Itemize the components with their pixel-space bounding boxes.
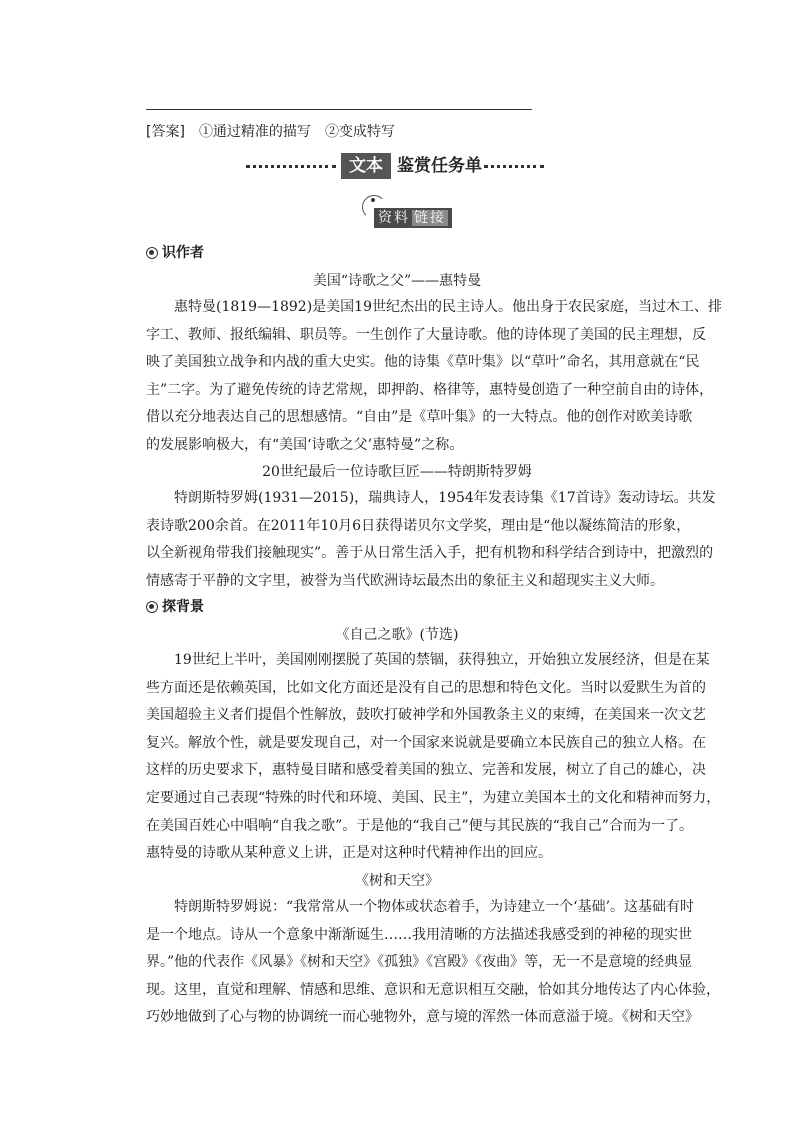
section-bullet-icon — [146, 247, 158, 259]
text-line: 情感寄于平静的文字里，被誉为当代欧洲诗坛最杰出的象征主义和超现实主义大师。 — [146, 572, 664, 589]
text-line: 巧妙地做到了心与物的协调统一而心驰物外，意与境的浑然一体而意溢于境。《树和天空》 — [146, 1009, 699, 1026]
text-line: 这样的历史要求下，惠特曼目睹和感受着美国的独立、完善和发展，树立了自己的雄心，决 — [146, 762, 706, 779]
text-line: 复兴。解放个性，就是要发现自己，对一个国家来说就是要确立本民族自己的独立人格。在 — [146, 734, 706, 751]
section-bullet-icon — [146, 601, 158, 613]
answer-item-1: ①通过精准的描写 — [198, 124, 311, 140]
text-line: 定要通过自己表现“特殊的时代和环境、美国、民主”，为建立美国本土的文化和精神而努力， — [146, 790, 721, 806]
answer-tag: [答案] — [146, 124, 185, 140]
section-banner — [246, 153, 546, 179]
answer-item-2: ②变成特写 — [324, 124, 395, 140]
text-line: 界。”他的代表作《风暴》《树和天空》《孤独》《宫殿》《夜曲》等，无一不是意境的经典显 — [146, 954, 693, 971]
text-line: 些方面还是依赖英国，比如文化方面还是没有自己的思想和特色文化。当时以爱默生为首的 — [146, 679, 706, 696]
text-line: 映了美国独立战争和内战的重大史实。他的诗集《草叶集》以“草叶”命名，其用意就在“民 — [146, 354, 700, 371]
title-tree: 《树和天空》 — [355, 873, 439, 889]
text-line: 以全新视角带我们接触现实”。善于从日常生活入手，把有机物和科学结合到诗中，把激烈的 — [146, 545, 714, 562]
section-background-label: 探背景 — [162, 599, 204, 615]
banner-title: 鉴赏任务单 — [397, 156, 482, 176]
answer-line — [146, 122, 395, 142]
text-line: 在美国百姓心中唱响“自我之歌”。于是他的“我自己”便与其民族的“我自己”合而为一了。 — [146, 817, 693, 834]
text-line: 惠特曼的诗歌从某种意义上讲，正是对这种时代精神作出的回应。 — [146, 845, 552, 862]
banner-dots-left — [246, 165, 336, 168]
badge-label-b: 链接 — [414, 210, 446, 226]
title-song: 《自己之歌》(节选) — [335, 627, 459, 643]
section-background — [146, 597, 204, 617]
text-line: 特朗斯特罗姆说：“我常常从一个物体或状态着手，为诗建立一个‘基础’。这基础有时 — [174, 899, 695, 915]
text-line: 借以充分地表达自己的思想感情。“自由”是《草叶集》的一大特点。他的创作对欧美诗歌 — [146, 409, 693, 426]
text-line: 的发展影响极大，有“美国‘诗歌之父’惠特曼”之称。 — [146, 437, 464, 453]
text-line: 是一个地点。诗从一个意象中渐渐诞生……我用清晰的方法描述我感受到的神秘的现实世 — [146, 926, 692, 943]
text-line: 惠特曼(1819—1892)是美国19世纪杰出的民主诗人。他出身于农民家庭，当过木工、排 — [174, 299, 722, 315]
title-whitman: 美国“诗歌之父”——惠特曼 — [312, 273, 482, 289]
section-author-label: 识作者 — [162, 245, 204, 261]
badge-label-a: 资料 — [378, 210, 410, 226]
badge-dot-icon — [371, 198, 375, 202]
text-line: 字工、教师、报纸编辑、职员等。一生创作了大量诗歌。他的诗体现了美国的民主理想，反 — [146, 326, 706, 343]
text-line: 19世纪上半叶，美国刚刚摆脱了英国的禁锢，获得独立，开始独立发展经济，但是在某 — [174, 652, 710, 668]
banner-dots-right — [484, 165, 544, 168]
banner-box: 文本 — [341, 153, 391, 179]
text-line: 美国超验主义者们提倡个性解放，鼓吹打破神学和外国教条主义的束缚，在美国来一次文艺 — [146, 707, 706, 724]
section-author — [146, 243, 204, 263]
text-line: 特朗斯特罗姆(1931—2015)，瑞典诗人，1954年发表诗集《17首诗》轰动诗坛。共发 — [174, 490, 716, 506]
resource-link-badge — [362, 195, 462, 231]
text-line: 主”二字。为了避免传统的诗艺常规，即押韵、格律等，惠特曼创造了一种空前自由的诗体， — [146, 381, 714, 398]
title-transtromer: 20世纪最后一位诗歌巨匠——特朗斯特罗姆 — [262, 464, 532, 480]
top-rule — [146, 109, 532, 110]
badge-label — [374, 208, 452, 228]
text-line: 现。这里，直觉和理解、情感和思维、意识和无意识相互交融，恰如其分地传达了内心体验， — [146, 981, 720, 998]
text-line: 表诗歌200余首。在2011年10月6日获得诺贝尔文学奖，理由是“他以凝练简洁的形象， — [146, 517, 691, 534]
